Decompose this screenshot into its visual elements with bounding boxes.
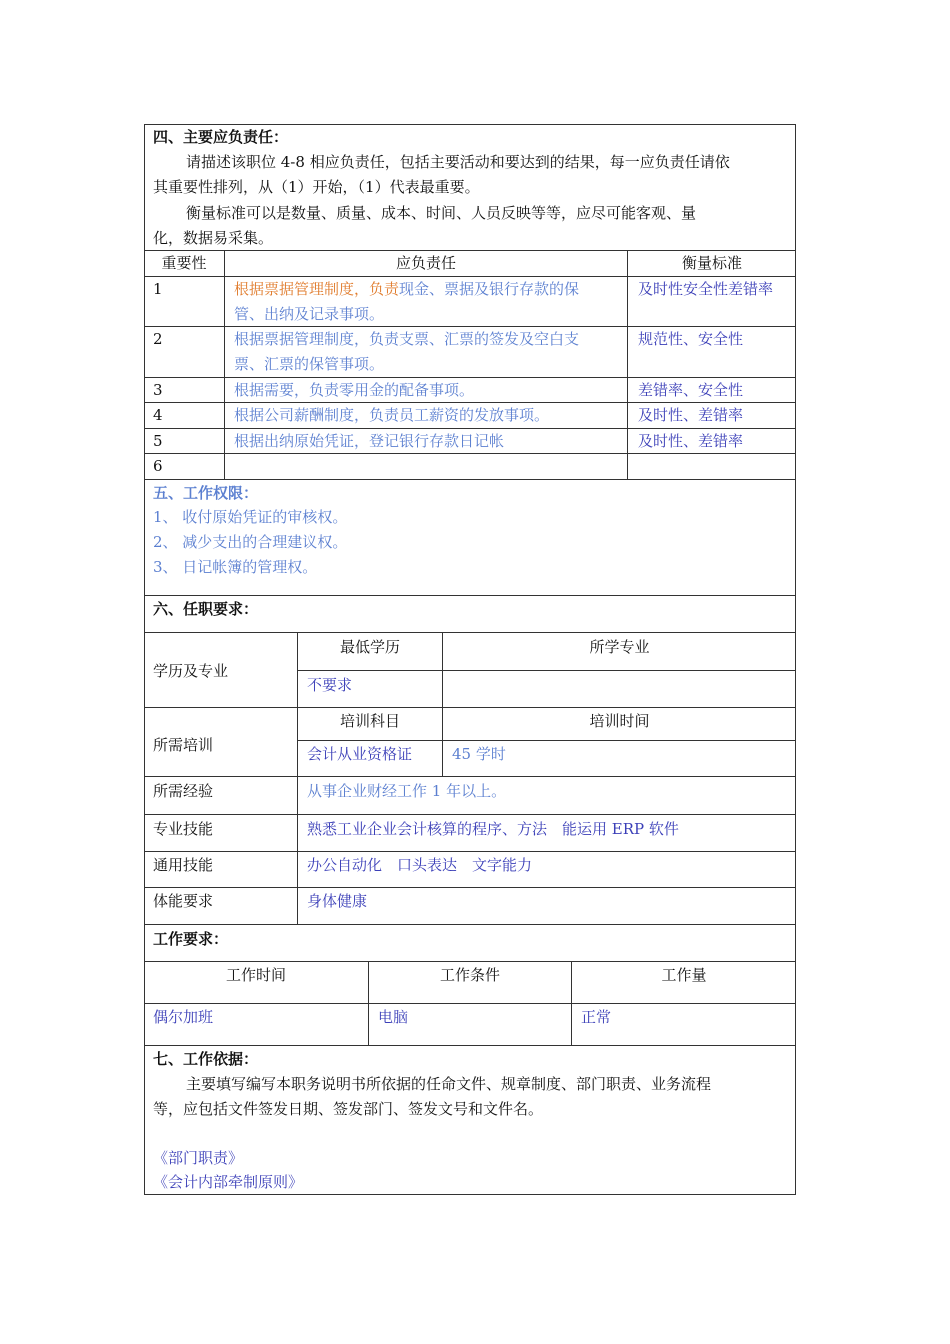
duty-row-number: 4 — [153, 406, 163, 424]
section4-desc: 其重要性排列，从（1）开始，（1）代表最重要。 — [153, 178, 480, 196]
divider — [144, 776, 796, 777]
edu-min-value: 不要求 — [307, 676, 353, 694]
divider — [224, 250, 225, 479]
duty-row-text — [234, 277, 579, 302]
gen-skill-label: 通用技能 — [153, 856, 214, 874]
section4-title: 四、主要应负责任： — [153, 128, 289, 146]
duty-row-standard: 及时性、差错率 — [638, 406, 744, 424]
work-load-header: 工作量 — [661, 966, 707, 984]
physical-label: 体能要求 — [153, 892, 214, 910]
pro-skill-value: 熟悉工业企业会计核算的程序、方法 能运用 ERP 软件 — [307, 820, 679, 838]
duty-row-number: 2 — [153, 330, 163, 348]
duty-text: 现金、票据及银行存款的保 — [399, 280, 580, 298]
reference-doc: 《部门职责》 — [153, 1149, 244, 1167]
duty-highlight: 根据票据管理制度，负责 — [234, 330, 400, 348]
divider — [144, 707, 796, 708]
work-load-value: 正常 — [581, 1008, 612, 1026]
duty-row-text: 管、出纳及记录事项。 — [234, 305, 385, 323]
duty-row-number: 6 — [153, 457, 163, 475]
duty-row-text: 根据需要，负责零用金的配备事项。 — [234, 381, 475, 399]
divider — [297, 632, 298, 924]
work-time-value: 偶尔加班 — [153, 1008, 214, 1026]
train-subject-value: 会计从业资格证 — [307, 745, 413, 763]
duty-row-number: 3 — [153, 381, 163, 399]
gen-skill-value: 办公自动化 口头表达 文字能力 — [307, 856, 533, 874]
train-time-value: 45 学时 — [452, 745, 506, 763]
divider — [144, 479, 796, 480]
divider — [144, 814, 796, 815]
duty-row-standard: 及时性、差错率 — [638, 432, 744, 450]
section4-desc: 衡量标准可以是数量、质量、成本、时间、人员反映等等，应尽可能客观、量 — [186, 204, 697, 222]
edu-label: 学历及专业 — [153, 662, 229, 680]
duty-row-number: 5 — [153, 432, 163, 450]
train-label: 所需培训 — [153, 736, 214, 754]
divider — [144, 1045, 796, 1046]
duty-text: 支票、汇票的签发及空白支 — [399, 330, 580, 348]
train-head-time: 培训时间 — [589, 712, 650, 730]
duty-row-standard: 规范性、安全性 — [638, 330, 744, 348]
edu-head-min: 最低学历 — [339, 638, 400, 656]
divider — [297, 670, 796, 671]
work-time-header: 工作时间 — [225, 966, 286, 984]
duty-row-text — [234, 327, 579, 352]
divider — [144, 632, 796, 633]
divider — [144, 851, 796, 852]
header-standard: 衡量标准 — [681, 254, 742, 272]
permission-item: 2、 减少支出的合理建议权。 — [153, 533, 348, 551]
edu-head-major: 所学专业 — [589, 638, 650, 656]
divider — [144, 924, 796, 925]
work-req-title: 工作要求： — [153, 930, 229, 948]
divider — [144, 961, 796, 962]
section6-title: 六、任职要求： — [153, 600, 259, 618]
header-importance: 重要性 — [161, 254, 207, 272]
section4-desc: 请描述该职位 4-8 相应负责任，包括主要活动和要达到的结果，每一应负责任请依 — [186, 153, 730, 171]
work-cond-header: 工作条件 — [439, 966, 500, 984]
permission-item: 3、 日记帐簿的管理权。 — [153, 558, 318, 576]
section7-title: 七、工作依据： — [153, 1050, 259, 1068]
duty-row-standard: 及时性安全性差错率 — [638, 280, 774, 298]
duty-highlight: 根据票据管理制度，负责 — [234, 280, 400, 298]
duty-row-text: 根据出纳原始凭证，登记银行存款日记帐 — [234, 432, 505, 450]
duty-row-standard: 差错率、安全性 — [638, 381, 744, 399]
section7-desc: 主要填写编写本职务说明书所依据的任命文件、规章制度、部门职责、业务流程 — [186, 1075, 712, 1093]
physical-value: 身体健康 — [307, 892, 368, 910]
work-cond-value: 电脑 — [378, 1008, 409, 1026]
section7-desc: 等，应包括文件签发日期、签发部门、签发文号和文件名。 — [153, 1100, 544, 1118]
exp-label: 所需经验 — [153, 782, 214, 800]
train-head-subject: 培训科目 — [339, 712, 400, 730]
section5-title: 五、工作权限： — [153, 484, 259, 502]
divider — [627, 250, 628, 479]
divider — [144, 887, 796, 888]
pro-skill-label: 专业技能 — [153, 820, 214, 838]
reference-doc: 《会计内部牵制原则》 — [153, 1173, 304, 1191]
permission-item: 1、 收付原始凭证的审核权。 — [153, 508, 348, 526]
duty-row-text: 根据公司薪酬制度，负责员工薪资的发放事项。 — [234, 406, 550, 424]
divider — [144, 1003, 796, 1004]
exp-value: 从事企业财经工作 1 年以上。 — [307, 782, 507, 800]
divider — [297, 740, 796, 741]
header-duty: 应负责任 — [395, 254, 456, 272]
duty-row-text: 票、汇票的保管事项。 — [234, 355, 385, 373]
divider — [144, 595, 796, 596]
section4-desc: 化，数据易采集。 — [153, 229, 274, 247]
duty-row-number: 1 — [153, 280, 163, 298]
